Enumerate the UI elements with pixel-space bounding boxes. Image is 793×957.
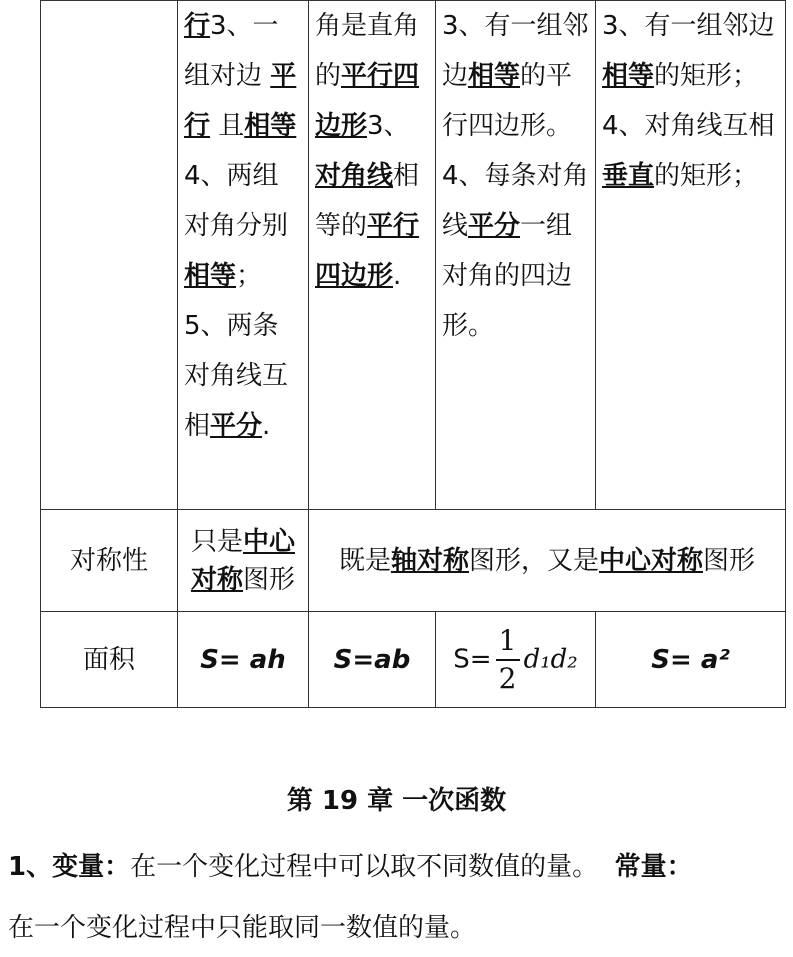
table-row-properties <box>41 1 786 510</box>
text-segment: 3、有一组邻 <box>442 11 589 41</box>
text-segment: 4、对角线互 <box>602 111 749 141</box>
text-segment: 相 <box>748 111 775 141</box>
row-label-area: 面积 <box>41 612 178 708</box>
text-segment: 行 <box>184 11 211 41</box>
cell-rhombus-area: S= $\frac{1}{2}$ d₁d₂ <box>436 612 596 708</box>
text-segment: 相等 <box>244 111 297 141</box>
text-segment: 相等 <box>468 61 521 91</box>
text-segment: 相等 <box>184 261 237 291</box>
text-segment: . <box>262 411 271 441</box>
fraction-half: $\frac{1}{2}$ <box>496 627 520 693</box>
text-segment: 对角线 <box>315 161 394 191</box>
properties-table <box>40 0 786 708</box>
text-segment: 5、两条对 <box>184 311 279 391</box>
text-segment: 相等的 <box>315 161 420 241</box>
cell-parallelogram-symmetry: 只是中心对称图形 <box>178 510 309 612</box>
paragraph-constant-definition: 在一个变化过程中只能取同一数值的量。 <box>8 913 477 943</box>
cell-rectangle-area: S=ab <box>309 612 436 708</box>
text-segment: 平分 <box>468 211 521 241</box>
text-segment: 3、 <box>367 111 410 141</box>
text-segment: 且 <box>210 111 245 141</box>
text-segment: 平分 <box>210 411 263 441</box>
text-segment: 的矩形； <box>654 61 759 91</box>
text-segment: 线 <box>442 211 469 241</box>
text-segment: 平 行 <box>184 61 297 141</box>
table-row-symmetry <box>41 510 786 612</box>
cell-others-symmetry: 既是轴对称图形，又是中心对称图形 <box>309 510 786 612</box>
chapter-title: 第 19 章 一次函数 <box>286 786 507 816</box>
cell-rectangle-props <box>309 1 436 510</box>
text-segment: 4、两组对 <box>184 161 279 241</box>
text-segment: 平行四边形 <box>315 61 420 141</box>
paragraph-variable-definition: 1、变量：在一个变化过程中可以取不同数值的量。 常量： <box>8 852 693 882</box>
cell-rhombus-props <box>436 1 596 510</box>
text-segment: 3、有一组邻 <box>602 11 749 41</box>
cell-parallelogram-props <box>178 1 309 510</box>
row-label-symmetry: 对称性 <box>41 510 178 612</box>
cell-empty <box>41 1 178 510</box>
cell-parallelogram-area: S= ah <box>178 612 309 708</box>
text-segment: 角是直角 <box>315 11 420 41</box>
text-segment: 的矩形； <box>654 161 759 191</box>
text-segment: 边 <box>236 61 271 91</box>
text-segment: 相等 <box>602 61 655 91</box>
text-segment: 边 <box>442 61 469 91</box>
text-segment: 平行四边形 <box>315 211 420 291</box>
text-segment: 3、一组对 <box>184 11 279 91</box>
cell-square-props <box>596 1 786 510</box>
text-segment: 边 <box>748 11 775 41</box>
text-segment: 的平行四边形。 <box>442 61 573 141</box>
text-segment: 4、每条对角 <box>442 161 589 191</box>
text-segment: . <box>393 261 402 291</box>
text-segment: 的 <box>315 61 342 91</box>
cell-square-area: S= a² <box>596 612 786 708</box>
table-row-area <box>41 612 786 708</box>
text-segment: ； <box>236 261 263 291</box>
text-segment: 角线互相 <box>184 361 289 441</box>
text-segment: 垂直 <box>602 161 655 191</box>
text-segment: 角分别 <box>210 211 289 241</box>
text-segment: 一组对角的四边形。 <box>442 211 573 341</box>
